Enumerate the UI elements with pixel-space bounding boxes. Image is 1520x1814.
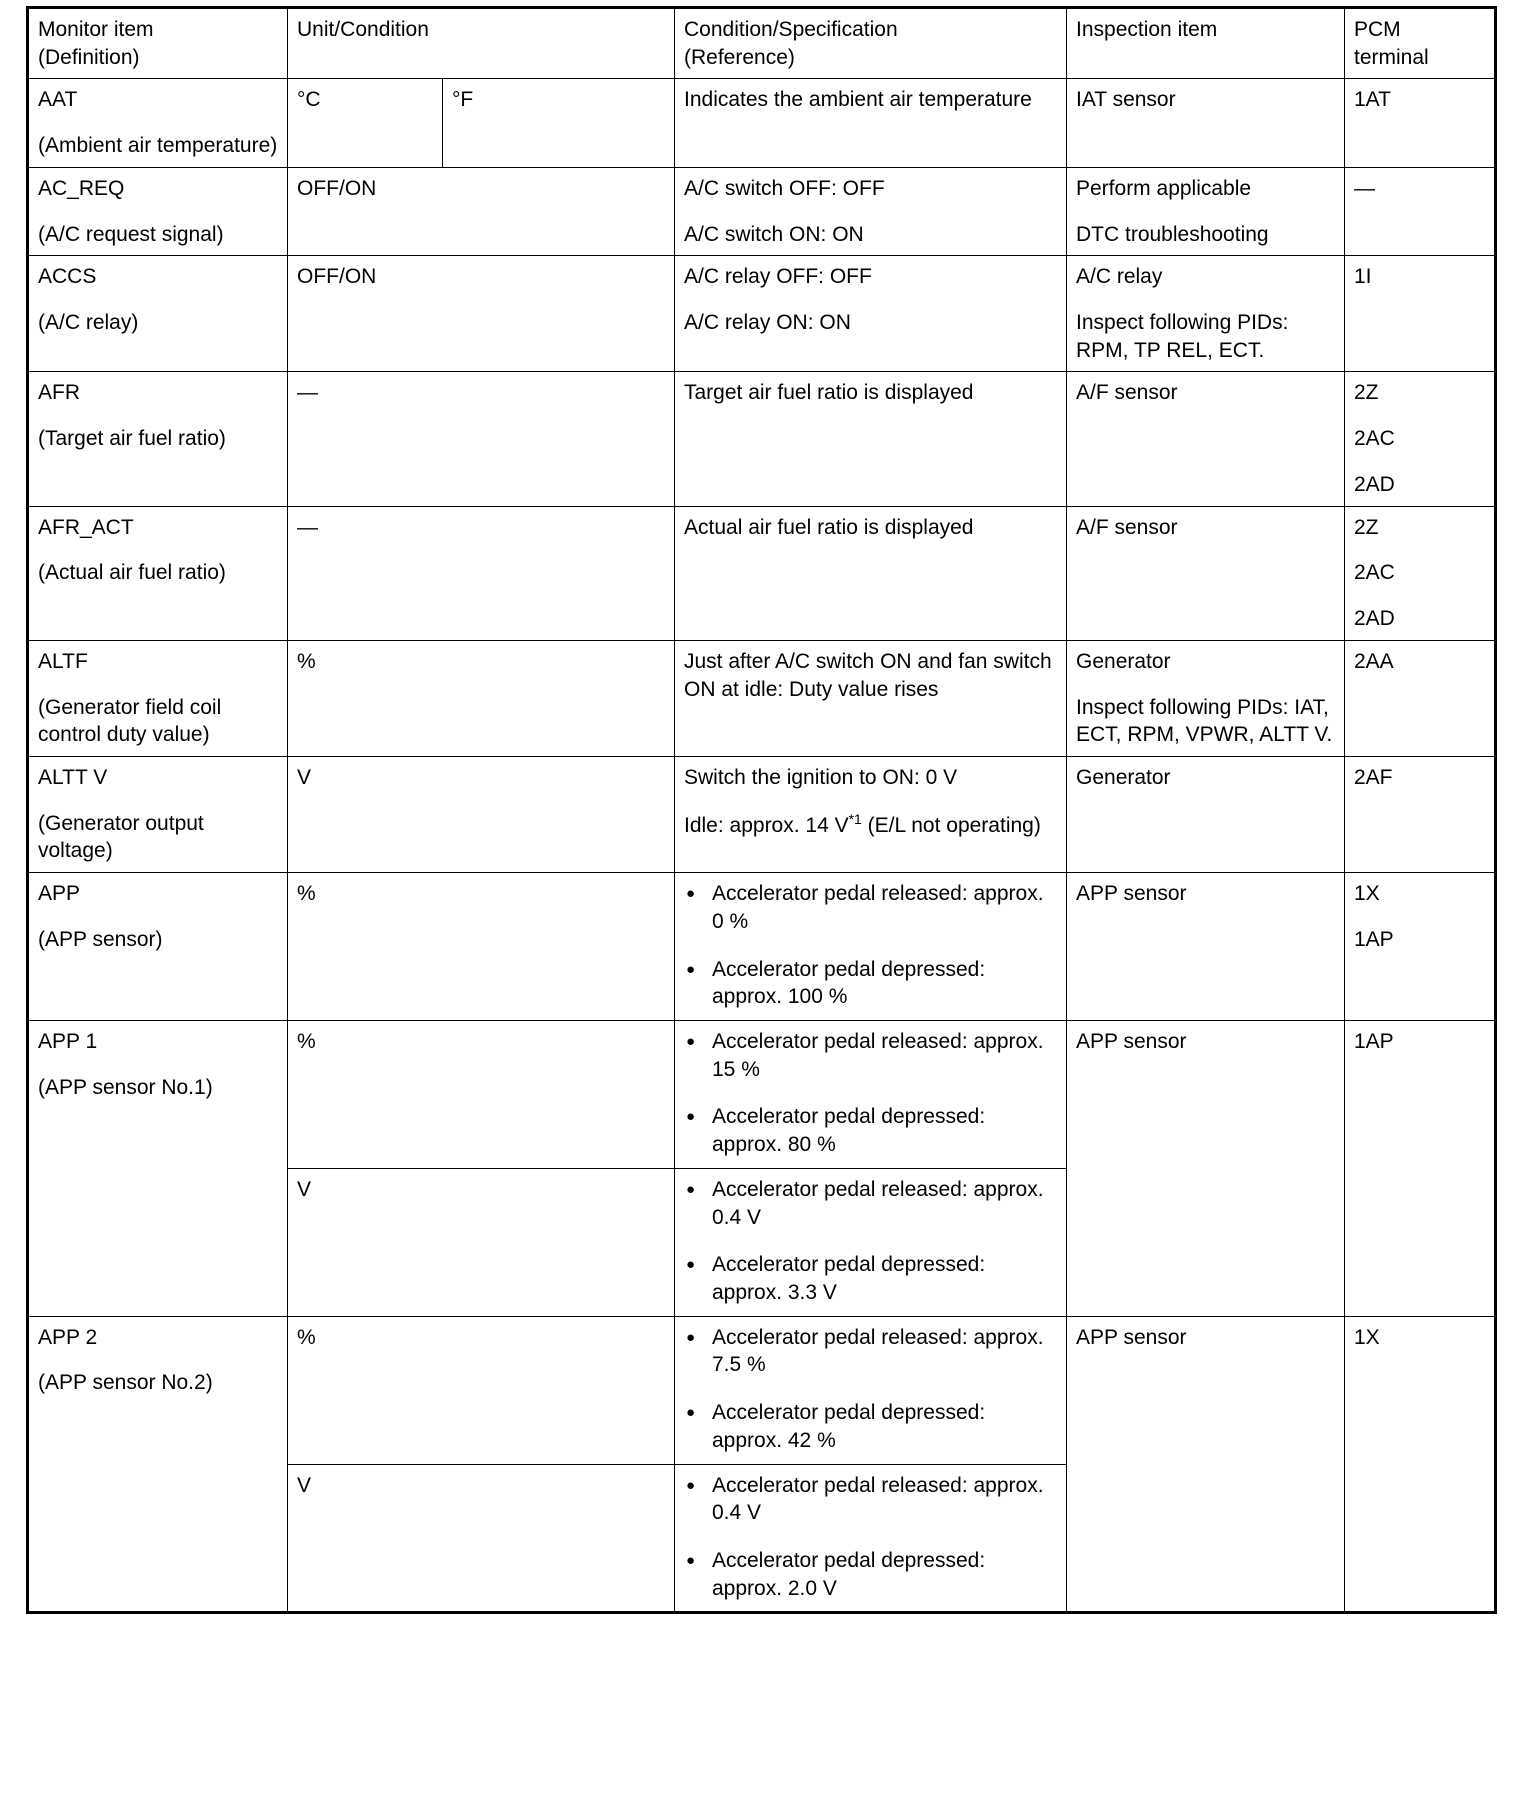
spec-bullet: ● Accelerator pedal depressed: approx. 3.3 V [684, 1251, 1057, 1306]
header-condition-specification-line1: Condition/Specification [684, 18, 898, 41]
spec-bullet-list [684, 1324, 1057, 1455]
terminal-line-2: 2AC [1354, 427, 1395, 451]
spec-app1-volt [675, 1168, 1067, 1316]
monitor-definition: (Actual air fuel ratio) [38, 561, 226, 585]
terminal-line-2: 1AP [1354, 927, 1394, 951]
monitor-name: AAT [38, 88, 78, 112]
header-condition-specification [675, 8, 1067, 79]
unit-ac-req: OFF/ON [288, 167, 675, 255]
inspection-aat: IAT sensor [1067, 79, 1345, 167]
monitor-definition: (A/C relay) [38, 311, 139, 335]
monitor-definition: (APP sensor No.1) [38, 1075, 213, 1099]
unit-app1-percent: % [288, 1020, 675, 1168]
header-inspection-item [1067, 8, 1345, 79]
spec-bullet: ● Accelerator pedal released: approx. 0.4 V [684, 1472, 1057, 1527]
table-body [28, 79, 1496, 1613]
monitor-name: ALTF [38, 649, 88, 673]
unit-afr-act: — [288, 506, 675, 640]
unit-app2-percent: % [288, 1316, 675, 1464]
monitor-definition: (Ambient air temperature) [38, 134, 278, 158]
unit-app2-volt: V [288, 1464, 675, 1613]
header-monitor-item-line1: Monitor item [38, 18, 154, 41]
unit-accs: OFF/ON [288, 256, 675, 372]
pid-monitor-table [26, 6, 1497, 1614]
spec-app [675, 873, 1067, 1021]
monitor-item-altt-v [28, 756, 288, 872]
spec-line-1: Switch the ignition to ON: 0 V [684, 765, 958, 789]
inspection-line-2: Inspect following PIDs: IAT, ECT, RPM, VPWR, ALTT V. [1076, 695, 1333, 747]
terminal-line-1: 1X [1354, 882, 1380, 906]
spec-line-2-post: (E/L not operating) [861, 813, 1041, 837]
monitor-item-accs [28, 256, 288, 372]
header-monitor-item [28, 8, 288, 79]
inspection-line-2: DTC troubleshooting [1076, 222, 1269, 246]
table-row-altt-v [28, 756, 1496, 872]
terminal-app [1345, 873, 1496, 1021]
unit-celsius: °C [288, 79, 443, 167]
spec-line-2 [684, 810, 1057, 840]
monitor-name: AC_REQ [38, 176, 125, 200]
spec-app2-percent [675, 1316, 1067, 1464]
monitor-item-app [28, 873, 288, 1021]
monitor-definition: (Generator output voltage) [38, 811, 204, 863]
spec-line-1: A/C switch OFF: OFF [684, 176, 885, 200]
monitor-item-afr [28, 372, 288, 506]
inspection-ac-req [1067, 167, 1345, 255]
header-pcm-terminal-line2: terminal [1354, 45, 1429, 69]
unit-app1-volt: V [288, 1168, 675, 1316]
inspection-line-1: A/C relay [1076, 265, 1163, 289]
header-pcm-terminal [1345, 8, 1496, 79]
table-row-app [28, 873, 1496, 1021]
monitor-name: ALTT V [38, 765, 108, 789]
inspection-afr-act: A/F sensor [1067, 506, 1345, 640]
table-row-altf [28, 640, 1496, 756]
spec-accs [675, 256, 1067, 372]
terminal-aat: 1AT [1345, 79, 1496, 167]
terminal-line-2: 2AC [1354, 561, 1395, 585]
inspection-line-1: Perform applicable [1076, 176, 1252, 200]
inspection-app2: APP sensor [1067, 1316, 1345, 1613]
inspection-altt-v: Generator [1067, 756, 1345, 872]
inspection-afr: A/F sensor [1067, 372, 1345, 506]
unit-fahrenheit: °F [443, 79, 675, 167]
terminal-app2: 1X [1345, 1316, 1496, 1613]
terminal-ac-req: — [1345, 167, 1496, 255]
inspection-app1: APP sensor [1067, 1020, 1345, 1316]
header-unit-condition [288, 8, 675, 79]
terminal-line-3: 2AD [1354, 472, 1395, 496]
inspection-accs [1067, 256, 1345, 372]
monitor-definition: (APP sensor No.2) [38, 1371, 213, 1395]
table-row-app1-percent [28, 1020, 1496, 1168]
monitor-item-afr-act [28, 506, 288, 640]
terminal-line-1: 2Z [1354, 381, 1379, 405]
table-row-aat [28, 79, 1496, 167]
terminal-line-3: 2AD [1354, 607, 1395, 631]
monitor-name: APP 2 [38, 1325, 98, 1349]
spec-bullet-list [684, 1176, 1057, 1307]
inspection-line-1: Generator [1076, 649, 1171, 673]
inspection-app: APP sensor [1067, 873, 1345, 1021]
spec-app1-percent [675, 1020, 1067, 1168]
table-row-afr-act [28, 506, 1496, 640]
monitor-item-app2 [28, 1316, 288, 1613]
terminal-altf: 2AA [1345, 640, 1496, 756]
footnote-marker: *1 [848, 810, 862, 827]
monitor-name: AFR [38, 381, 80, 405]
spec-ac-req [675, 167, 1067, 255]
spec-altt-v [675, 756, 1067, 872]
header-condition-specification-line2: (Reference) [684, 45, 795, 69]
unit-altt-v: V [288, 756, 675, 872]
monitor-name: ACCS [38, 265, 97, 289]
spec-afr-act: Actual air fuel ratio is displayed [675, 506, 1067, 640]
spec-afr: Target air fuel ratio is displayed [675, 372, 1067, 506]
spec-bullet: ● Accelerator pedal released: approx. 15 % [684, 1028, 1057, 1083]
spec-bullet: ● Accelerator pedal depressed: approx. 42 % [684, 1399, 1057, 1454]
spec-line-2: A/C switch ON: ON [684, 222, 864, 246]
inspection-line-2: Inspect following PIDs: RPM, TP REL, ECT. [1076, 311, 1289, 362]
inspection-altf [1067, 640, 1345, 756]
spec-bullet-list [684, 880, 1057, 1011]
header-monitor-item-line2: (Definition) [38, 45, 140, 69]
terminal-app1: 1AP [1345, 1020, 1496, 1316]
terminal-accs: 1I [1345, 256, 1496, 372]
header-row [28, 8, 1496, 79]
table-row-ac-req [28, 167, 1496, 255]
spec-bullet-list [684, 1472, 1057, 1603]
spec-line-2-pre: Idle: approx. 14 V [684, 813, 849, 837]
spec-bullet: ● Accelerator pedal depressed: approx. 100 % [684, 956, 1057, 1011]
unit-app: % [288, 873, 675, 1021]
monitor-item-app1 [28, 1020, 288, 1316]
monitor-item-aat [28, 79, 288, 167]
table-row-app2-percent [28, 1316, 1496, 1464]
monitor-item-ac-req [28, 167, 288, 255]
monitor-definition: (A/C request signal) [38, 222, 224, 246]
spec-bullet: ● Accelerator pedal depressed: approx. 2.0 V [684, 1547, 1057, 1602]
spec-app2-volt [675, 1464, 1067, 1613]
table-row-accs [28, 256, 1496, 372]
unit-altf: % [288, 640, 675, 756]
terminal-altt-v: 2AF [1345, 756, 1496, 872]
monitor-definition: (Target air fuel ratio) [38, 427, 226, 451]
header-inspection-item-line1: Inspection item [1076, 18, 1218, 41]
spec-bullet: ● Accelerator pedal released: approx. 0.4 V [684, 1176, 1057, 1231]
monitor-name: APP 1 [38, 1029, 98, 1053]
monitor-definition: (Generator field coil control duty value) [38, 695, 222, 747]
spec-line-2: A/C relay ON: ON [684, 311, 851, 335]
monitor-name: AFR_ACT [38, 515, 134, 539]
spec-bullet-list [684, 1028, 1057, 1159]
spec-line-1: A/C relay OFF: OFF [684, 265, 872, 289]
spec-bullet: ● Accelerator pedal depressed: approx. 80 % [684, 1103, 1057, 1158]
spec-bullet: ● Accelerator pedal released: approx. 7.5 % [684, 1324, 1057, 1379]
header-unit-condition-line1: Unit/Condition [297, 18, 429, 41]
monitor-name: APP [38, 882, 81, 906]
terminal-line-1: 2Z [1354, 515, 1379, 539]
table-header [28, 8, 1496, 79]
monitor-definition: (APP sensor) [38, 927, 163, 951]
terminal-afr [1345, 372, 1496, 506]
unit-afr: — [288, 372, 675, 506]
spec-altf: Just after A/C switch ON and fan switch ON at idle: Duty value rises [675, 640, 1067, 756]
table-row-afr [28, 372, 1496, 506]
monitor-item-altf [28, 640, 288, 756]
header-pcm-terminal-line1: PCM [1354, 18, 1401, 41]
spec-bullet: ● Accelerator pedal released: approx. 0 % [684, 880, 1057, 935]
spec-aat: Indicates the ambient air temperature [675, 79, 1067, 167]
terminal-afr-act [1345, 506, 1496, 640]
